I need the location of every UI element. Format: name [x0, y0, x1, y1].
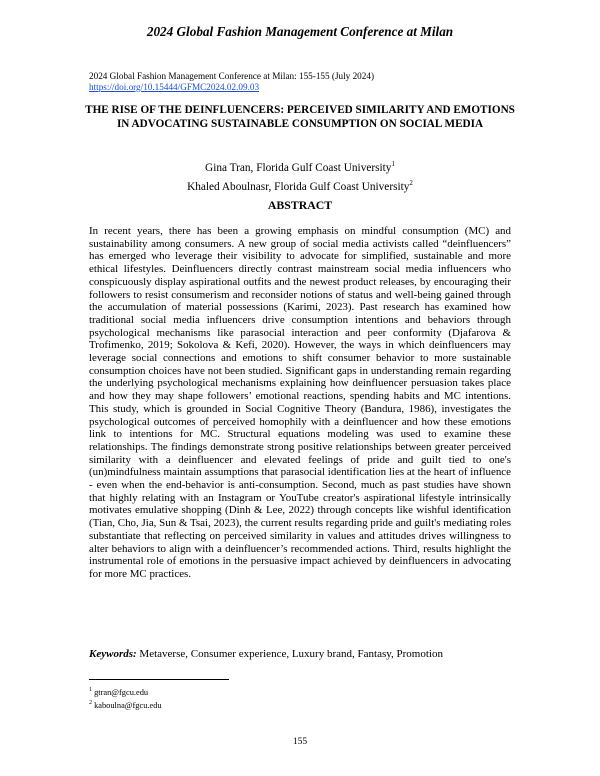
- abstract-body: In recent years, there has been a growing emphasis on mindful consumption (MC) and sustainability among consumers. A new group of social media activists called “deinfluencers” has emerged who leverage their visibility to advocate for simplified, sustainable and more ethical lifestyles. Deinfluencers directly contrast mainstream social media influencers who conspicuously display aspirational outfits and the newest product releases, by encouraging their followers to resist consumerism and reconsider notions of status and well-being gained through the accumulation of material possessions (Karimi, 2023). Past research has examined how traditional social media influencers drive consumption intentions and behaviors through psychological mechanisms like parasocial interaction and peer conformity (Djafarova & Trofimenko, 2019; Sokolova & Kefi, 2020). However, the ways in which deinfluencers may leverage social connections and emotions to shift consumer behavior to more sustainable consumption choices have not been studied. Significant gaps in understanding remain regarding the underlying psychological mechanisms explaining how deinfluencer persuasion takes place and how they may shape followers’ emotional reactions, spending habits and MC intentions. This study, which is grounded in Social Cognitive Theory (Bandura, 1986), investigates the psychological outcomes of perceived homophily with a deinfluencer and how these emotions link to intentions for MC. Structural equations modeling was used to examine these relationships. The findings demonstrate strong positive relationships between greater perceived similarity with a deinfluencer and elevated feelings of pride and guilt tied to one's (un)mindfulness maintain assumptions that parasocial identification lies at the heart of influence - even when the end-behavior is anti-consumption. Second, much as past studies have shown that highly relating with an Instagram or YouTube creator's aspirational lifestyle intrinsically motivates emulative shopping (Dinh & Lee, 2022) through concepts like wishful identification (Tian, Cho, Jia, Sun & Tsai, 2023), the current results regarding pride and guilt's mediating roles substantiate that reflecting on perceived similarity in values and attitudes drives willingness to alter behaviors to align with a deinfluencer’s recommended actions. Third, results highlight the instrumental role of emotions in the persuasive impact achieved by deinfluencers in advocating for more MC practices.: [89, 225, 511, 580]
- footnote-2: [89, 698, 162, 711]
- footnote-2-email: kaboulna@fgcu.edu: [94, 700, 162, 710]
- author-1: [0, 157, 600, 176]
- running-header: 2024 Global Fashion Management Conference at Milan: [146, 24, 454, 39]
- footnote-2-mark: 2: [89, 699, 92, 706]
- doi-link[interactable]: https://doi.org/10.15444/GFMC2024.02.09.03: [89, 82, 260, 92]
- citation-block: [89, 71, 374, 93]
- author-1-footnote-mark: 1: [391, 160, 395, 168]
- page-number: 155: [292, 737, 308, 747]
- footnotes: [89, 685, 162, 711]
- keywords-label: Keywords:: [89, 648, 137, 660]
- citation-line: 2024 Global Fashion Management Conference at Milan: 155-155 (July 2024): [89, 71, 375, 81]
- footnote-1-email: gtran@fgcu.edu: [94, 687, 149, 697]
- author-2: [0, 176, 600, 195]
- paper-title: THE RISE OF THE DEINFLUENCERS: PERCEIVED SIMILARITY AND EMOTIONS IN ADVOCATING SUSTAINABLE CONSUMPTION ON SOCIAL MEDIA: [85, 104, 515, 130]
- abstract-heading: ABSTRACT: [267, 198, 333, 212]
- keywords-values: Metaverse, Consumer experience, Luxury brand, Fantasy, Promotion: [139, 648, 443, 660]
- footnote-divider: [89, 679, 229, 680]
- author-2-affiliation: Khaled Aboulnasr, Florida Gulf Coast University: [187, 180, 410, 193]
- footnote-1: [89, 685, 162, 698]
- author-2-footnote-mark: 2: [409, 178, 413, 187]
- keywords-line: [89, 648, 511, 660]
- author-list: [0, 157, 600, 195]
- author-1-affiliation: Gina Tran, Florida Gulf Coast University: [205, 161, 392, 174]
- footnote-1-mark: 1: [89, 687, 92, 693]
